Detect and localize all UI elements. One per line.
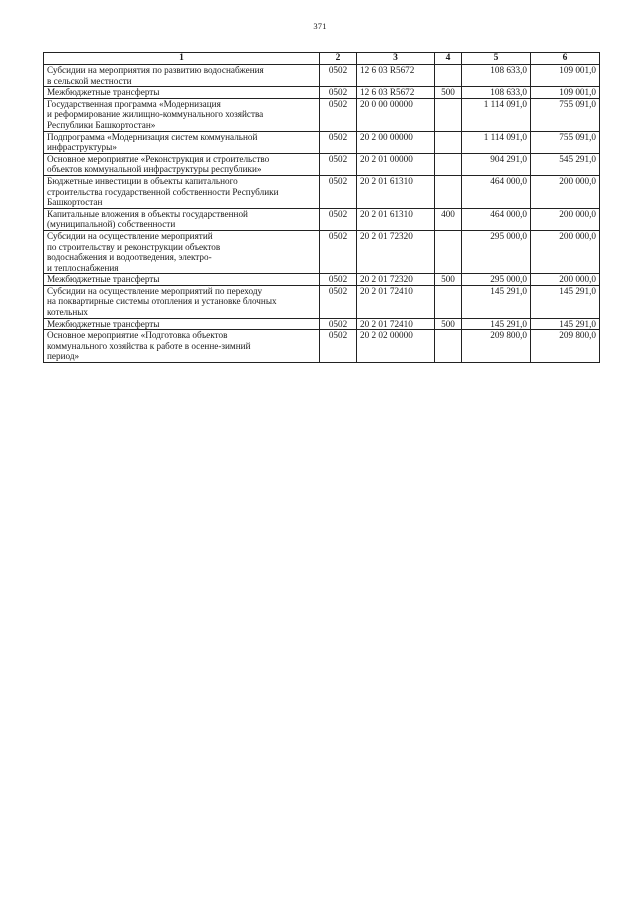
row-sum-first: 1 114 091,0 xyxy=(462,98,531,131)
row-target-code: 12 6 03 R5672 xyxy=(357,87,435,99)
column-header-sum2: 6 xyxy=(531,53,600,65)
table-row xyxy=(44,65,600,87)
row-name xyxy=(44,330,320,363)
row-name xyxy=(44,153,320,175)
row-sum-second: 209 800,0 xyxy=(531,330,600,363)
row-expense-type: 400 xyxy=(435,208,462,230)
row-name xyxy=(44,87,320,99)
row-target-code: 20 2 01 61310 xyxy=(357,208,435,230)
row-section: 0502 xyxy=(320,153,357,175)
row-name xyxy=(44,131,320,153)
table-row xyxy=(44,285,600,318)
row-name-line: Государственная программа «Модернизация xyxy=(47,98,221,109)
row-sum-second: 755 091,0 xyxy=(531,131,600,153)
row-sum-first: 108 633,0 xyxy=(462,65,531,87)
table-body xyxy=(44,65,600,363)
row-target-code: 20 2 00 00000 xyxy=(357,131,435,153)
row-sum-first: 295 000,0 xyxy=(462,230,531,273)
row-expense-type xyxy=(435,153,462,175)
row-name xyxy=(44,318,320,330)
row-name-line: водоснабжения и водоотведения, электро- xyxy=(47,252,212,263)
row-sum-first: 295 000,0 xyxy=(462,274,531,286)
row-sum-second: 755 091,0 xyxy=(531,98,600,131)
table-row xyxy=(44,175,600,208)
column-header-target: 3 xyxy=(357,53,435,65)
row-name xyxy=(44,285,320,318)
row-sum-second: 200 000,0 xyxy=(531,274,600,286)
row-target-code: 12 6 03 R5672 xyxy=(357,65,435,87)
row-expense-type xyxy=(435,230,462,273)
row-name xyxy=(44,230,320,273)
row-sum-second: 109 001,0 xyxy=(531,87,600,99)
row-name-line: в сельской местности xyxy=(47,75,132,86)
row-name-line: и реформирование жилищно-коммунального хозяйства xyxy=(47,109,264,120)
row-sum-second: 200 000,0 xyxy=(531,208,600,230)
row-section: 0502 xyxy=(320,330,357,363)
table-header-row xyxy=(44,53,600,65)
row-section: 0502 xyxy=(320,175,357,208)
table-row xyxy=(44,98,600,131)
row-name-line: Башкортостан xyxy=(47,197,103,208)
row-sum-second: 145 291,0 xyxy=(531,285,600,318)
row-name-line: Субсидии на мероприятия по развитию водоснабжения xyxy=(47,65,264,75)
row-target-code: 20 2 01 72320 xyxy=(357,230,435,273)
row-section: 0502 xyxy=(320,318,357,330)
row-target-code: 20 2 01 72410 xyxy=(357,318,435,330)
row-expense-type xyxy=(435,285,462,318)
row-name-line: Бюджетные инвестиции в объекты капитального xyxy=(47,175,238,186)
row-sum-first: 209 800,0 xyxy=(462,330,531,363)
row-name-line: инфраструктуры» xyxy=(47,142,117,153)
row-expense-type: 500 xyxy=(435,274,462,286)
row-sum-first: 145 291,0 xyxy=(462,285,531,318)
table-row xyxy=(44,131,600,153)
row-target-code: 20 2 01 72410 xyxy=(357,285,435,318)
row-section: 0502 xyxy=(320,230,357,273)
row-name-line: коммунального хозяйства к работе в осенне-зимний xyxy=(47,340,251,351)
row-name-line: Республики Башкортостан» xyxy=(47,119,156,130)
row-expense-type xyxy=(435,65,462,87)
row-name-line: объектов коммунальной инфраструктуры республики» xyxy=(47,164,262,175)
row-name xyxy=(44,65,320,87)
row-name-line: период» xyxy=(47,351,80,362)
row-target-code: 20 0 00 00000 xyxy=(357,98,435,131)
row-section: 0502 xyxy=(320,87,357,99)
row-sum-first: 1 114 091,0 xyxy=(462,131,531,153)
row-target-code: 20 2 01 00000 xyxy=(357,153,435,175)
row-expense-type xyxy=(435,131,462,153)
row-name-line: Подпрограмма «Модернизация систем коммунальной xyxy=(47,131,258,142)
row-sum-second: 200 000,0 xyxy=(531,230,600,273)
column-header-type: 4 xyxy=(435,53,462,65)
row-target-code: 20 2 02 00000 xyxy=(357,330,435,363)
budget-table xyxy=(43,52,600,363)
row-name xyxy=(44,175,320,208)
row-name-line: котельных xyxy=(47,307,89,318)
column-header-name: 1 xyxy=(44,53,320,65)
row-name-line: Межбюджетные трансферты xyxy=(47,274,160,285)
row-sum-second: 145 291,0 xyxy=(531,318,600,330)
row-expense-type xyxy=(435,330,462,363)
row-name xyxy=(44,98,320,131)
row-name-line: Субсидии на осуществление мероприятий по переходу xyxy=(47,285,263,296)
row-name-line: Межбюджетные трансферты xyxy=(47,318,160,329)
row-name-line: Основное мероприятие «Реконструкция и строительство xyxy=(47,153,270,164)
row-name-line: на поквартирные системы отопления и установке блочных xyxy=(47,296,277,307)
row-sum-first: 464 000,0 xyxy=(462,208,531,230)
row-name xyxy=(44,274,320,286)
row-section: 0502 xyxy=(320,274,357,286)
table-row xyxy=(44,153,600,175)
row-target-code: 20 2 01 72320 xyxy=(357,274,435,286)
row-name-line: Межбюджетные трансферты xyxy=(47,87,160,98)
table-row xyxy=(44,274,600,286)
table-row xyxy=(44,87,600,99)
row-expense-type: 500 xyxy=(435,318,462,330)
page-number: 371 xyxy=(313,21,327,31)
column-header-section: 2 xyxy=(320,53,357,65)
row-sum-first: 145 291,0 xyxy=(462,318,531,330)
row-sum-first: 464 000,0 xyxy=(462,175,531,208)
row-sum-first: 904 291,0 xyxy=(462,153,531,175)
row-section: 0502 xyxy=(320,208,357,230)
row-name-line: (муниципальной) собственности xyxy=(47,219,176,230)
column-header-sum1: 5 xyxy=(462,53,531,65)
row-sum-first: 108 633,0 xyxy=(462,87,531,99)
row-sum-second: 545 291,0 xyxy=(531,153,600,175)
row-name-line: Основное мероприятие «Подготовка объектов xyxy=(47,330,228,341)
row-name-line: и теплоснабжения xyxy=(47,262,119,273)
row-sum-second: 200 000,0 xyxy=(531,175,600,208)
row-target-code: 20 2 01 61310 xyxy=(357,175,435,208)
table-row xyxy=(44,230,600,273)
table-row xyxy=(44,318,600,330)
row-section: 0502 xyxy=(320,285,357,318)
row-name-line: по строительству и реконструкции объектов xyxy=(47,241,221,252)
row-expense-type xyxy=(435,98,462,131)
row-name-line: строительства государственной собственности Республики xyxy=(47,186,279,197)
row-expense-type xyxy=(435,175,462,208)
row-section: 0502 xyxy=(320,65,357,87)
table-row xyxy=(44,330,600,363)
row-sum-second: 109 001,0 xyxy=(531,65,600,87)
row-name-line: Субсидии на осуществление мероприятий xyxy=(47,230,213,241)
row-section: 0502 xyxy=(320,98,357,131)
row-expense-type: 500 xyxy=(435,87,462,99)
row-name xyxy=(44,208,320,230)
row-name-line: Капитальные вложения в объекты государственной xyxy=(47,208,248,219)
table-row xyxy=(44,208,600,230)
row-section: 0502 xyxy=(320,131,357,153)
